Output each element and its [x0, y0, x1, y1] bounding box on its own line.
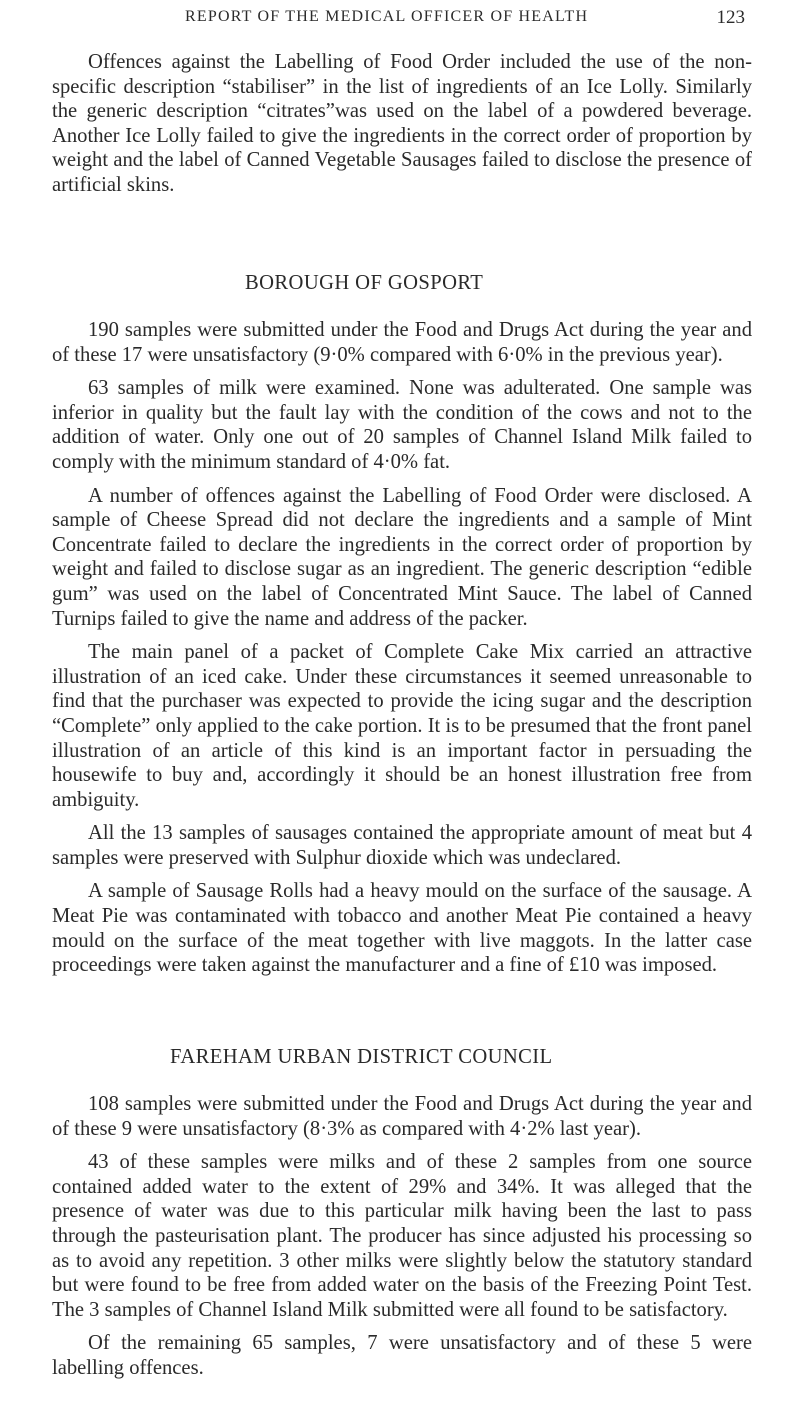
- intro-section: [52, 50, 752, 207]
- paragraph: A sample of Sausage Rolls had a heavy mould on the surface of the sausage. A Meat Pie was contaminated with tobacco and another Meat Pie contained a heavy mould on the surface of the meat together with live maggots. In the latter case proceedings were taken against the manufacturer and a fine of £10 was imposed.: [52, 880, 752, 977]
- paragraph: 190 samples were submitted under the Food and Drugs Act during the year and of these 17 were unsatisfactory (9·0% compared with 6·0% in the previous year).: [52, 319, 752, 366]
- paragraph: 108 samples were submitted under the Food and Drugs Act during the year and of these 9 were unsatisfactory (8·3% as compared with 4·2% last year).: [52, 1093, 752, 1140]
- section-heading-gosport: BOROUGH OF GOSPORT: [245, 272, 484, 294]
- section-heading-fareham: FAREHAM URBAN DISTRICT COUNCIL: [170, 1046, 553, 1068]
- paragraph: All the 13 samples of sausages contained the appropriate amount of meat but 4 samples were preserved with Sulphur dioxide which was undeclared.: [52, 822, 752, 869]
- fareham-section: [52, 1092, 752, 1390]
- paragraph: 63 samples of milk were examined. None was adulterated. One sample was inferior in quality but the fault lay with the condition of the cows and not to the addition of water. Only one out of 20 samples of Channel Island Milk failed to comply with the minimum standard of 4·0% fat.: [52, 377, 752, 473]
- paragraph: Of the remaining 65 samples, 7 were unsatisfactory and of these 5 were labelling offences.: [52, 1332, 752, 1379]
- paragraph: The main panel of a packet of Complete Cake Mix carried an attractive illustration of an iced cake. Under these circumstances it seemed unreasonable to find that the purchaser was expected to provide the icing sugar and the description “Complete” only applied to the cake portion. It is to be presumed that the front panel illustration of an article of this kind is an important factor in persuading the housewife to buy and, accordingly it should be an honest illustration free from ambiguity.: [52, 641, 752, 811]
- running-head: [185, 8, 745, 38]
- report-title: REPORT OF THE MEDICAL OFFICER OF HEALTH: [185, 8, 589, 25]
- paragraph: A number of offences against the Labelling of Food Order were disclosed. A sample of Cheese Spread did not declare the ingredients and a sample of Mint Concentrate failed to declare the ingredients in the correct order of proportion by weight and failed to disclose sugar as an ingredient. The generic description “edible gum” was used on the label of Concentrated Mint Sauce. The label of Canned Turnips failed to give the name and address of the packer.: [52, 484, 752, 630]
- paragraph: Offences against the Labelling of Food Order included the use of the non-specific description “stabiliser” in the list of ingredients of an Ice Lolly. Similarly the generic description “citrates”was used on the label of a powdered beverage. Another Ice Lolly failed to give the ingredients in the correct order of proportion by weight and the label of Canned Vegetable Sausages failed to disclose the presence of artificial skins.: [52, 51, 752, 196]
- paragraph: 43 of these samples were milks and of these 2 samples from one source contained added water to the extent of 29% and 34%. It was alleged that the presence of water was due to this particular milk having been the last to pass through the pasteurisation plant. The producer has since adjusted his processing so as to avoid any repetition. 3 other milks were slightly below the statutory standard but were found to be free from added water on the basis of the Freezing Point Test. The 3 samples of Channel Island Milk submitted were all found to be satisfactory.: [52, 1151, 752, 1321]
- gosport-section: [52, 318, 752, 987]
- page-number: 123: [716, 7, 745, 28]
